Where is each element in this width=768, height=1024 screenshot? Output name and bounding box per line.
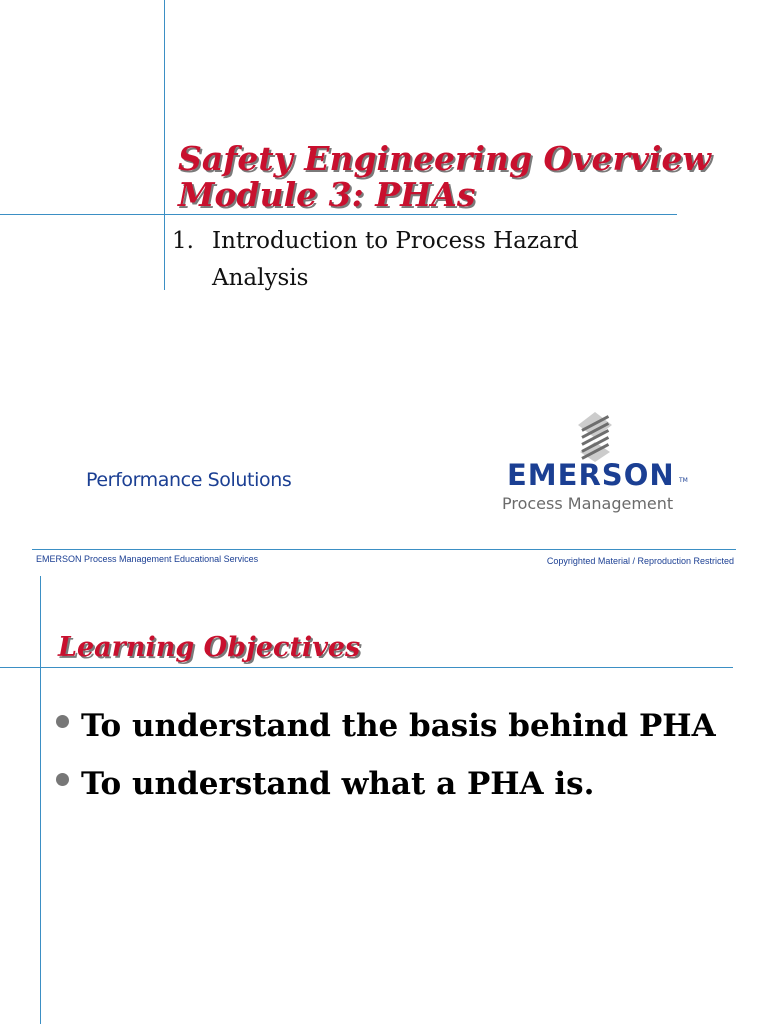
objective-text-1: To understand the basis behind PHA <box>81 708 716 744</box>
emerson-trademark: TM <box>679 477 688 484</box>
emerson-mark-icon <box>576 412 614 462</box>
subtitle-line2: Analysis <box>212 265 309 291</box>
learning-objectives-title: Learning Objectives <box>58 632 361 663</box>
objective-bullet-2 <box>56 766 594 802</box>
slide1-footer-rule <box>32 549 736 550</box>
bullet-dot-icon <box>56 773 69 786</box>
subtitle-number: 1. <box>172 228 194 254</box>
slide1-horizontal-rule <box>0 214 677 215</box>
footer-right: Copyrighted Material / Reproduction Restricted <box>546 556 734 566</box>
bullet-dot-icon <box>56 715 69 728</box>
footer-left: EMERSON Process Management Educational Services <box>36 554 259 564</box>
performance-solutions-logo: Performance Solutions <box>86 469 292 491</box>
slide1-title-line1: Safety Engineering Overview <box>178 139 711 178</box>
subtitle-line1: Introduction to Process Hazard <box>212 228 579 254</box>
slide2-vertical-rule <box>40 576 41 1024</box>
objective-text-2: To understand what a PHA is. <box>81 766 595 802</box>
slide2-horizontal-rule <box>0 667 733 668</box>
objective-bullet-1 <box>56 708 716 744</box>
slide1-vertical-rule <box>164 0 165 290</box>
slide1-title-line2: Module 3: PHAs <box>178 175 476 214</box>
emerson-wordmark: EMERSON <box>507 458 675 492</box>
emerson-process-management: Process Management <box>502 494 674 513</box>
